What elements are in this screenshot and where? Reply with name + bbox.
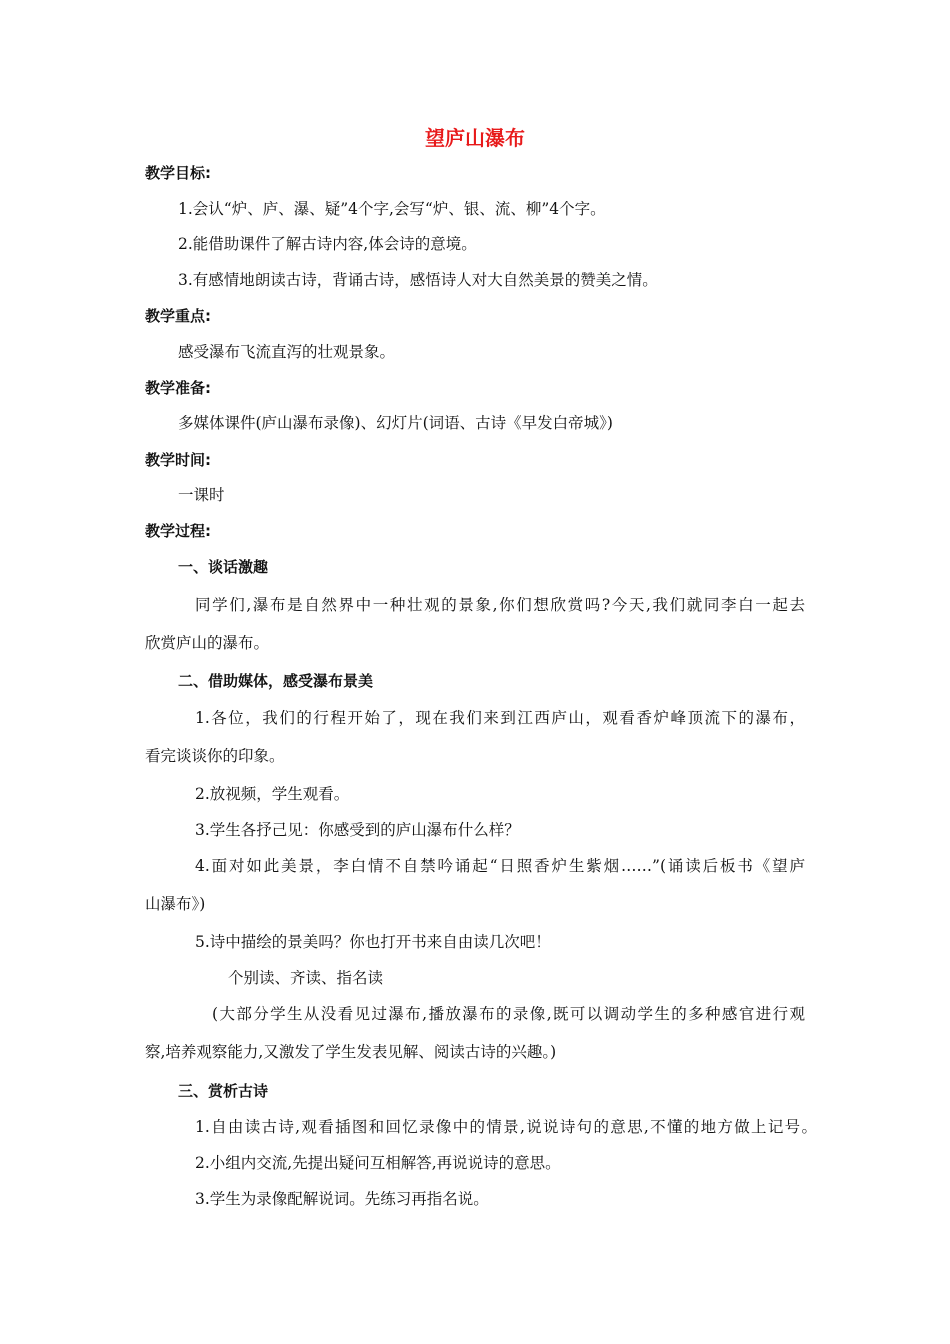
paragraph-line: 欣赏庐山的瀑布。 [145, 634, 270, 652]
section-heading-time: 教学时间: [145, 451, 211, 469]
objective-item: 2.能借助课件了解古诗内容,体会诗的意境。 [178, 235, 477, 253]
paragraph-line: 多媒体课件(庐山瀑布录像)、幻灯片(词语、古诗《早发白帝城》) [178, 414, 613, 432]
paragraph-line: 个别读、齐读、指名读 [228, 969, 384, 987]
paragraph-line: 一课时 [178, 486, 225, 504]
paragraph-line: 山瀑布》) [145, 895, 206, 913]
paragraph-line: 3.学生为录像配解说词。先练习再指名说。 [195, 1190, 489, 1208]
paragraph-line: 察,培养观察能力,又激发了学生发表见解、阅读古诗的兴趣。) [145, 1043, 557, 1061]
subsection-heading: 二、借助媒体，感受瀑布景美 [178, 672, 374, 690]
section-heading-process: 教学过程: [145, 522, 211, 540]
objective-item: 3.有感情地朗读古诗，背诵古诗，感悟诗人对大自然美景的赞美之情。 [178, 271, 658, 289]
paragraph-line: 感受瀑布飞流直泻的壮观景象。 [178, 343, 396, 361]
subsection-heading: 三、赏析古诗 [178, 1082, 269, 1100]
section-heading-objectives: 教学目标: [145, 164, 211, 182]
paragraph-line: 同学们,瀑布是自然界中一种壮观的景象,你们想欣赏吗?今天,我们就同李白一起去 [195, 596, 805, 614]
section-heading-preparation: 教学准备: [145, 379, 211, 397]
paragraph-line: 1.各位，我们的行程开始了，现在我们来到江西庐山，观看香炉峰顶流下的瀑布， [195, 709, 805, 727]
paragraph-line: 3.学生各抒己见：你感受到的庐山瀑布什么样？ [195, 821, 520, 839]
paragraph-line: 5.诗中描绘的景美吗？你也打开书来自由读几次吧！ [195, 933, 551, 951]
paragraph-line: (大部分学生从没看见过瀑布,播放瀑布的录像,既可以调动学生的多种感官进行观 [212, 1005, 805, 1023]
objective-item: 1.会认“炉、庐、瀑、疑”4个字,会写“炉、银、流、柳”4个字。 [178, 200, 606, 218]
section-heading-key-points: 教学重点: [145, 307, 211, 325]
paragraph-line: 2.小组内交流,先提出疑问互相解答,再说说诗的意思。 [195, 1154, 561, 1172]
paragraph-line: 4.面对如此美景，李白情不自禁吟诵起“日照香炉生紫烟……”(诵读后板书《望庐 [195, 857, 805, 875]
document-title: 望庐山瀑布 [425, 126, 525, 150]
paragraph-line: 1.自由读古诗,观看插图和回忆录像中的情景,说说诗句的意思,不懂的地方做上记号。 [195, 1118, 817, 1136]
paragraph-line: 2.放视频，学生观看。 [195, 785, 350, 803]
subsection-heading: 一、谈话激趣 [178, 558, 269, 576]
paragraph-line: 看完谈谈你的印象。 [145, 747, 285, 765]
